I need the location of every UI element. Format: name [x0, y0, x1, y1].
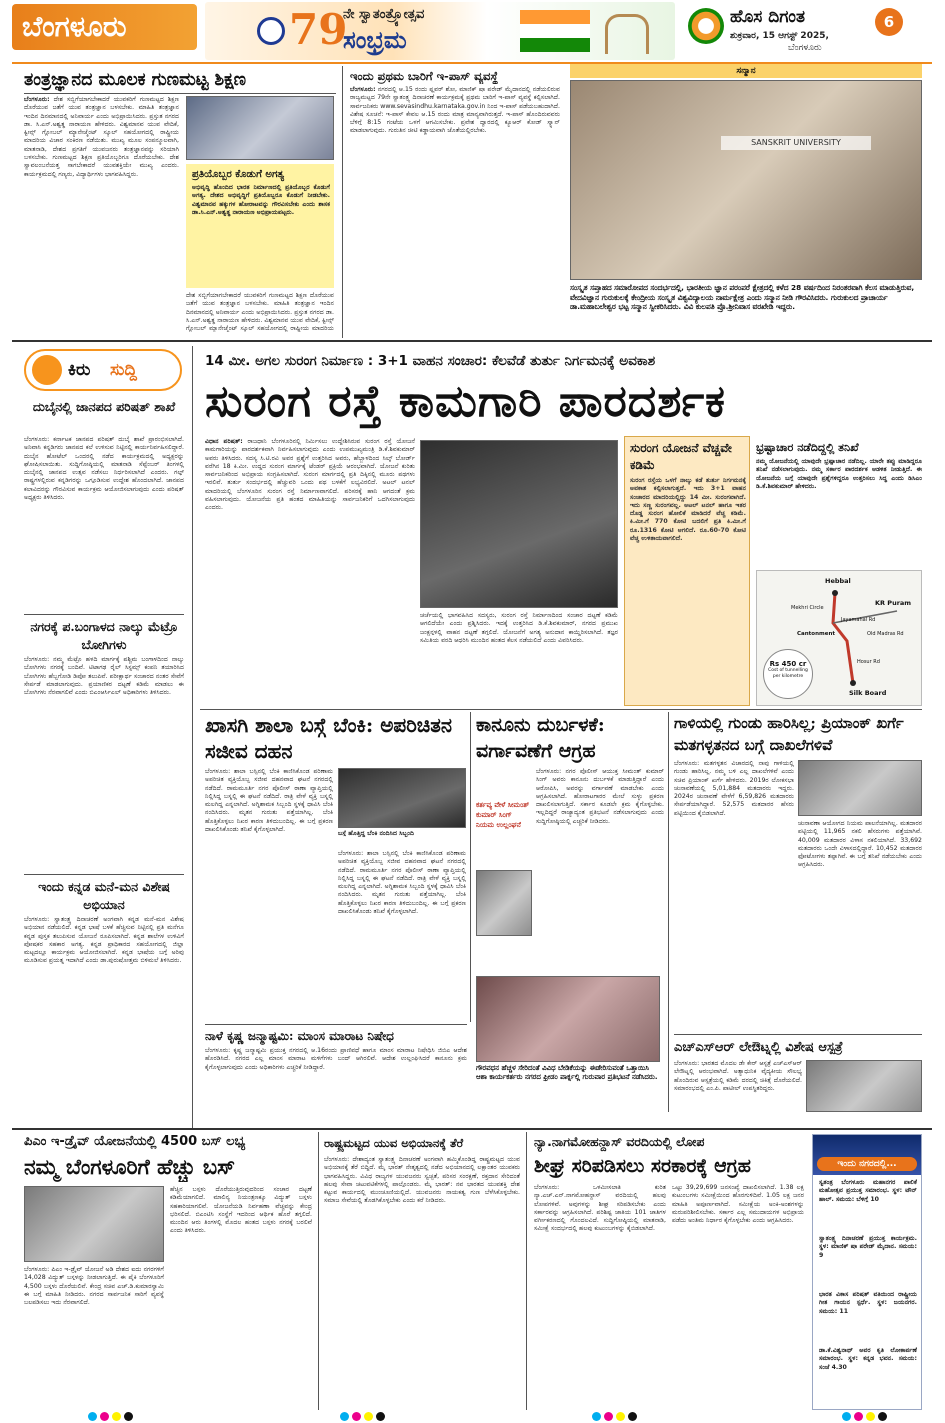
today-label: ಇಂದು ನಗರದಲ್ಲಿ...: [817, 1157, 917, 1171]
report-body-b: ಒಟ್ಟು 39,29,699 ಜನಸಂಖ್ಯೆ ದಾಖಲಿಸಲಾಗಿದೆ. 1.38 ಲಕ್ಷ ಕುಟುಂಬಗಳು ಸಮೀಕ್ಷೆಯಿಂದ ಹೊರಗುಳಿದಿವೆ. 1.05 ಲಕ್ಷ ಜನರ ಮಾಹಿತಿ ಅಪೂರ್ಣವಾಗಿದೆ. ಸಮೀಕ್ಷೆಯ ಅಂಕಿ-ಅಂಶಗಳನ್ನು ಮರುಪರಿಶೀಲಿಸಬೇಕು. ಸರ್ಕಾರ ಎಲ್ಲ ಸಮುದಾಯಗಳ ಅಭಿಪ್ರಾಯ ಪಡೆದು ಅಂತಿಮ ನಿರ್ಧಾರ ಕೈಗೊಳ್ಳಬೇಕು ಎಂದು ಆಗ್ರಹಿಸಿದರು.: [672, 1184, 804, 1225]
today-item-3: ಭಾರತ ವಿಕಾಸ ಪರಿಷತ್ ವತಿಯಿಂದ ರಾಷ್ಟ್ರೀಯ ಗೀತ ಗಾಯನ ಸ್ಪರ್ಧೆ. ಸ್ಥಳ: ಜಯನಗರ. ಸಮಯ: 11: [819, 1291, 917, 1315]
registration-dot: [124, 1412, 133, 1421]
map-kr-puram: KR Puram: [875, 599, 912, 607]
dateline: ಶುಕ್ರವಾರ, 15 ಆಗಸ್ಟ್ 2025,: [730, 31, 829, 41]
schoolbus-body: ಬೆಂಗಳೂರು: ಶಾಲಾ ಬಸ್ಸಿನಲ್ಲಿ ಬೆಂಕಿ ಕಾಣಿಸಿಕೊಂಡ ಪರಿಣಾಮ ಅಪರಿಚಿತ ವ್ಯಕ್ತಿಯೊಬ್ಬ ಸಜೀವ ದಹನವಾದ ಘಟನೆ ನಗರದಲ್ಲಿ ನಡೆದಿದೆ. ರಾಮಮೂರ್ತಿ ನಗರ ಪೊಲೀಸ್ ಠಾಣಾ ವ್ಯಾಪ್ತಿಯಲ್ಲಿ ನಿಲ್ಲಿಸಿದ್ದ ಬಸ್ನಲ್ಲಿ ಈ ಘಟನೆ ನಡೆದಿದೆ. ರಾತ್ರಿ ವೇಳೆ ವ್ಯಕ್ತಿ ಬಸ್ನಲ್ಲಿ ಮಲಗಿದ್ದ ಎನ್ನಲಾಗಿದೆ. ಅಗ್ನಿಶಾಮಕ ಸಿಬ್ಬಂದಿ ಸ್ಥಳಕ್ಕೆ ಧಾವಿಸಿ ಬೆಂಕಿ ನಂದಿಸಿದರು. ಮೃತನ ಗುರುತು ಪತ್ತೆಯಾಗಿಲ್ಲ. ಬೆಂಕಿ ಹೊತ್ತಿಕೊಳ್ಳಲು ನಿಖರ ಕಾರಣ ತಿಳಿದುಬಂದಿಲ್ಲ. ಈ ಬಗ್ಗೆ ಪ್ರಕರಣ ದಾಖಲಿಸಿಕೊಂಡು ತನಿಖೆ ಕೈಗೊಳ್ಳಲಾಗಿದೆ.: [205, 768, 333, 834]
registration-dot: [616, 1412, 625, 1421]
vote-body-a: ಬೆಂಗಳೂರು: ಮತಗಳ್ಳತನ ವಿಚಾರದಲ್ಲಿ ನಾವು ಗಾಳಿಯಲ್ಲಿ ಗುಂಡು ಹಾರಿಸಿಲ್ಲ. ನಮ್ಮ ಬಳಿ ಎಲ್ಲ ದಾಖಲೆಗಳಿವೆ ಎಂದು ಸಚಿವ ಪ್ರಿಯಾಂಕ್ ಖರ್ಗೆ ಹೇಳಿದರು. 2019ರ ಲೋಕಸಭಾ ಚುನಾವಣೆಯಲ್ಲಿ 5,01,884 ಮತದಾರರು ಇದ್ದರು. 2024ರ ಚುನಾವಣೆ ವೇಳೆಗೆ 6,59,826 ಮತದಾರರು ಸೇರ್ಪಡೆಯಾಗಿದ್ದಾರೆ. 52,575 ಮತದಾರರ ಹೆಸರು ಪಟ್ಟಿಯಿಂದ ಕೈಬಿಡಲಾಗಿದೆ.: [674, 760, 794, 817]
today-item-2: ಸ್ವಾತಂತ್ರ್ಯ ದಿನಾಚರಣೆ ಪ್ರಯುಕ್ತ ಕಾರ್ಯಕ್ರಮ. ಸ್ಥಳ: ಮಾಣಿಕ್ ಷಾ ಪರೇಡ್ ಮೈದಾನ. ಸಮಯ: 9: [819, 1235, 917, 1259]
divider: [12, 1128, 932, 1130]
youth-body: ಬೆಂಗಳೂರು: ದೇಶಾದ್ಯಂತ ಸ್ವಾತಂತ್ರ್ಯ ದಿನಾಚರಣೆ ಅಂಗವಾಗಿ ಹಮ್ಮಿಕೊಂಡಿದ್ದ ರಾಷ್ಟ್ರಮಟ್ಟದ ಯುವ ಅಭಿಯಾನಕ್ಕೆ ತೆರೆ ಬಿದ್ದಿದೆ. ಮೈ ಭಾರತ್ ನೇತೃತ್ವದಲ್ಲಿ ನಡೆದ ಅಭಿಯಾನದಲ್ಲಿ ಲಕ್ಷಾಂತರ ಯುವಕರು ಭಾಗವಹಿಸಿದ್ದರು. ವಿವಿಧ ರಾಜ್ಯಗಳ ಯುವಜನರು ಸ್ವಚ್ಛತೆ, ಪರಿಸರ ಸಂರಕ್ಷಣೆ, ರಕ್ತದಾನ ಸೇರಿದಂತೆ ಹಲವು ಸೇವಾ ಚಟುವಟಿಕೆಗಳಲ್ಲಿ ಪಾಲ್ಗೊಂಡರು. ಮೈ ಭಾರತ್: ನವ ಭಾರತದ ಯುವಶಕ್ತಿ ದೇಶ ಕಟ್ಟುವ ಕಾರ್ಯದಲ್ಲಿ ಮುಂಚೂಣಿಯಲ್ಲಿದೆ. ಯುವಜನರು ನಾಯಕತ್ವ ಗುಣ ಬೆಳೆಸಿಕೊಳ್ಳಬೇಕು. ಸಮಾಜ ಸೇವೆಯಲ್ಲಿ ತೊಡಗಿಕೊಳ್ಳಬೇಕು ಎಂದು ಕರೆ ನೀಡಿದರು.: [324, 1156, 520, 1205]
vote-body-b: ಚುನಾವಣಾ ಆಯೋಗದ ನಿಯಮ ಪಾಲನೆಯಾಗಿಲ್ಲ. ಮತದಾರರ ಪಟ್ಟಿಯಲ್ಲಿ 11,965 ನಕಲಿ ಹೆಸರುಗಳು ಪತ್ತೆಯಾಗಿವೆ. 40,009 ಮತದಾರರ ವಿಳಾಸ ನಕಲಿಯಾಗಿದೆ. 33,692 ಮತದಾರರು ಒಂದೇ ವಿಳಾಸದಲ್ಲಿದ್ದಾರೆ. 10,452 ಮತದಾರರ ಫೋಟೋಗಳು ತಪ್ಪಾಗಿವೆ. ಈ ಬಗ್ಗೆ ತನಿಖೆ ನಡೆಯಬೇಕು ಎಂದು ಆಗ್ರಹಿಸಿದರು.: [798, 820, 922, 869]
registration-dot: [376, 1412, 385, 1421]
story1-tail: [186, 292, 334, 332]
story1-dateline: ಬೆಂಗಳೂರು:: [24, 96, 50, 103]
brief2-body: ಬೆಂಗಳೂರು: ನಮ್ಮ ಮೆಟ್ರೊ ಹಳದಿ ಮಾರ್ಗಕ್ಕೆ ಪಶ್ಚಿಮ ಬಂಗಾಳದಿಂದ ನಾಲ್ಕು ಬೋಗಿಗಳು ನಗರಕ್ಕೆ ಬಂದಿವೆ. ಟಿಟಾಗಢ ರೈಲ್ ಸಿಸ್ಟಮ್ಸ್ ಕಂಪನಿ ತಯಾರಿಸಿದ ಬೋಗಿಗಳು ಹೆಬ್ಬಗೋಡಿ ಡಿಪೋ ತಲುಪಿವೆ. ಪರೀಕ್ಷಾರ್ಥ ಸಂಚಾರದ ನಂತರ ಸೇವೆಗೆ ಸೇರ್ಪಡೆ ಮಾಡಲಾಗುವುದು. ಪ್ರಯಾಣಿಕರ ದಟ್ಟಣೆ ಕಡಿಮೆ ಮಾಡಲು ಈ ಬೋಗಿಗಳು ನೆರವಾಗಲಿವೆ ಎಂದು ಬಿಎಂಆರ್ಸಿಎಲ್ ಅಧಿಕಾರಿಗಳು ತಿಳಿಸಿದರು.: [24, 656, 184, 697]
registration-dot: [854, 1412, 863, 1421]
registration-dot: [340, 1412, 349, 1421]
megaphone-icon: [32, 355, 62, 385]
place-name: ಬೆಂಗಳೂರು: [788, 43, 822, 53]
registration-dot: [878, 1412, 887, 1421]
protest-photo: [476, 976, 660, 1062]
bus-body-a: ಬೆಂಗಳೂರು: ಪಿಎಂ ಇ-ಡ್ರೈವ್ ಯೋಜನೆ ಅಡಿ ದೇಶದ ಐದು ನಗರಗಳಿಗೆ 14,028 ವಿದ್ಯುತ್ ಬಸ್ಗಳನ್ನು ನೀಡಲಾಗುತ್ತಿದೆ. ಈ ಪೈಕಿ ಬೆಂಗಳೂರಿಗೆ 4,500 ಬಸ್ಗಳು ದೊರೆಯಲಿವೆ. ಕೇಂದ್ರ ಸಚಿವ ಎಚ್.ಡಿ.ಕುಮಾರಸ್ವಾಮಿ ಈ ಬಗ್ಗೆ ಮಾಹಿತಿ ನೀಡಿದರು. ನಗರದ ಸಾರ್ವಜನಿಕ ಸಾರಿಗೆ ವ್ಯವಸ್ಥೆ ಬಲಪಡಿಸಲು ಇದು ನೆರವಾಗಲಿದೆ.: [24, 1266, 164, 1307]
divider: [674, 1034, 922, 1035]
anniversary-subtitle: ನೇ ಸ್ವಾತಂತ್ರ್ಯೋತ್ಸವ: [343, 7, 425, 22]
brief2-title: ನಗರಕ್ಕೆ ಪ.ಬಂಗಾಳದ ನಾಲ್ಕು ಮೆಟ್ರೊ ಬೋಗಿಗಳು: [30, 619, 178, 652]
cost-small: Cost of tunnelling per kilometre: [768, 668, 808, 679]
tunnel-route-map: [756, 570, 922, 706]
story2-text: ನಗರದಲ್ಲಿ ಆ.15 ರಂದು ಫ್ಲವರ್ ಶೋ, ಮಾಣಿಕ್ ಷಾ ಪರೇಡ್ ಮೈದಾನದಲ್ಲಿ ನಡೆಯಲಿರುವ ರಾಜ್ಯಮಟ್ಟದ 79ನೇ ಸ್ವಾತಂತ್ರ್ಯ ದಿನಾಚರಣೆ ಕಾರ್ಯಕ್ರಮಕ್ಕೆ ಪ್ರಥಮ ಬಾರಿಗೆ ಇ-ಪಾಸ್ ವ್ಯವಸ್ಥೆ ಕಲ್ಪಿಸಲಾಗಿದೆ. ಸಾರ್ವಜನಿಕರು www.sevasindhu.karnataka.gov.in ನಿಂದ ಇ-ಪಾಸ್ ಪಡೆಯಬಹುದಾಗಿದೆ. ವಿಶೇಷ ಸೂಚನೆ: ಇ-ಪಾಸ್ ಕೇವಲ ಆ.15 ರಂದು ಮಾತ್ರ ಮಾನ್ಯವಾಗಿರುತ್ತದೆ. ಇ-ಪಾಸ್ ಹೊಂದಿರುವವರು ಬೆಳಿಗ್ಗೆ 8:15 ಗಂಟೆಯ ಒಳಗೆ ಆಗಮಿಸಬೇಕು. ಪ್ರವೇಶ ದ್ವಾರದಲ್ಲಿ ಕ್ಯೂಆರ್ ಕೋಡ್ ಸ್ಕ್ಯಾನ್ ಮಾಡಲಾಗುವುದು. ಗುರುತಿನ ಚೀಟಿ ಕಡ್ಡಾಯವಾಗಿ ಜೊತೆಯಲ್ಲಿರಬೇಕು.: [350, 86, 560, 135]
anniversary-number: 79: [289, 5, 348, 54]
chakra-icon: [257, 17, 285, 45]
felicitation-caption: ಸಂಸ್ಕೃತ ಸಪ್ತಾಹದ ಸಮಾರೋಪದ ಸಂದರ್ಭದಲ್ಲಿ, ಭಾರತೀಯ ಜ್ಞಾನ ಪರಂಪರೆ ಕ್ಷೇತ್ರದಲ್ಲಿ ಕಳೆದ 28 ವರ್ಷದಿಂದ ನಿರಂತರವಾಗಿ ಕೆಲಸ ಮಾಡುತ್ತಿರುವ, ವೇದವಿಜ್ಞಾನ ಗುರುಕುಲಕ್ಕೆ ಕೇಂದ್ರೀಯ ಸಂಸ್ಕೃತ ವಿಶ್ವವಿದ್ಯಾಲಯ ನಾರ್ಮಕ್ಷೇತ್ರ ಎಂದು ಸನ್ಮಾನ ನೀಡಿ ಗೌರವಿಸಿದರು. ಗುರುಕುಲದ ಪ್ರಾಚಾರ್ಯ ಡಾ.ಮಹಾಬಲೇಶ್ವರ ಭಟ್ಟ ಸನ್ಮಾನ ಸ್ವೀಕರಿಸಿದರು. ವಿವಿ ಕುಲಪತಿ ಪ್ರೊ.ಶ್ರೀನಿವಾಸ ವರಖೇಡಿ ಇದ್ದರು.: [570, 283, 915, 312]
story2-body: [350, 86, 560, 334]
map-silk-board: Silk Board: [849, 689, 887, 697]
divider: [192, 346, 193, 1128]
story2-dateline: ಬೆಂಗಳೂರು:: [350, 86, 376, 93]
bus-body-b: ಹೆಚ್ಚಿನ ಬಸ್ಗಳು ದೊರೆಯುತ್ತಿರುವುದರಿಂದ ಸಂಚಾರ ದಟ್ಟಣೆ ಕಡಿಮೆಯಾಗಲಿದೆ. ಮಾಲಿನ್ಯ ನಿಯಂತ್ರಣಕ್ಕೂ ವಿದ್ಯುತ್ ಬಸ್ಗಳು ಸಹಕಾರಿಯಾಗಲಿವೆ. ಯೋಜನೆಯಡಿ ನಿರ್ವಹಣಾ ವೆಚ್ಚವನ್ನು ಕೇಂದ್ರ ಭರಿಸಲಿದೆ. ಬಿಎಂಟಿಸಿ ಸಂಸ್ಥೆಗೆ ಇದರಿಂದ ಆರ್ಥಿಕ ಹೊರೆ ತಗ್ಗಲಿದೆ. ಮುಂದಿನ ಆರು ತಿಂಗಳಲ್ಲಿ ಮೊದಲ ಹಂತದ ಬಸ್ಗಳು ನಗರಕ್ಕೆ ಬರಲಿವೆ ಎಂದು ತಿಳಿಸಿದರು.: [170, 1186, 312, 1235]
lead-kicker: 14 ಮೀ. ಅಗಲ ಸುರಂಗ ನಿರ್ಮಾಣ : 3+1 ವಾಹನ ಸಂಚಾರ: ಕೆಲವೆಡೆ ತುರ್ತು ನಿರ್ಗಮನಕ್ಕೆ ಅವಕಾಶ: [205, 353, 656, 369]
map-label-2: Jayamahal Rd: [841, 617, 876, 623]
story1-text: ದೇಶ ಸಬ್ಬಿಗೆಯಾಗಬೇಕಾದರೆ ಯುವಕರಿಗೆ ಗುಣಮಟ್ಟದ ಶಿಕ್ಷಣ ದೊರೆಯುವ ಜತೆಗೆ ಯುವ ತಂತ್ರಜ್ಞಾನ ಬಳಸಬೇಕು. ಮಾಹಿತಿ ತಂತ್ರಜ್ಞಾನ ಇಂದಿನ ದಿನಮಾನದಲ್ಲಿ ಅನಿವಾರ್ಯ ಎಂದು ಅಭಿಪ್ರಾಯಿಸಿದರು. ಪ್ರಸ್ತುತ ನಗರದ ಡಾ. ಸಿ.ಎನ್.ಅಶ್ವತ್ಥ ನಾರಾಯಣ ಹೇಳಿದರು. ವಿಶ್ವಮಾನವ ಯುವ ವೇದಿಕೆ, ಕ್ವೀನ್ಸ್ ಗ್ಲೋಬಲ್ ಮ್ಯಾನೇಜ್ಮೆಂಟ್ ಸ್ಕೂಲ್ ಸಹಯೋಗದಲ್ಲಿ ರಾಷ್ಟ್ರೀಯ ಮಾದರಿಯ ವಿಚಾರ ಸಂಕಿರಣ ನಡೆಯಿತು. ಮುಖ್ಯ ಮೂಲ ಸಂಪನ್ಮೂಲವಾಗಿ, ಮಾತನಾಡಿ, ದೇಶದ ಪ್ರಗತಿಗೆ ಯುವಜನರು ತಂತ್ರಜ್ಞಾನವನ್ನು ಸರಿಯಾಗಿ ಬಳಸಬೇಕು. ಗುಣಮಟ್ಟದ ಶಿಕ್ಷಣ ಪ್ರತಿಯೊಬ್ಬರಿಗೂ ದೊರೆಯಬೇಕು. ದೇಶ ಸ್ವಾವಲಂಬನೆಯತ್ತ ಸಾಗಬೇಕಾದರೆ ಯುವಶಕ್ತಿಯೇ ಮುಖ್ಯ ಎಂದರು. ಕಾರ್ಯಕ್ರಮದಲ್ಲಿ ಗಣ್ಯರು, ವಿದ್ಯಾರ್ಥಿಗಳು ಭಾಗವಹಿಸಿದ್ದರು.: [24, 96, 179, 178]
hospital-photo: [806, 1060, 922, 1112]
bus-fire-photo: [338, 768, 466, 828]
registration-dot: [352, 1412, 361, 1421]
registration-dot: [592, 1412, 601, 1421]
brief1-body: ಬೆಂಗಳೂರು: ಕರ್ನಾಟಕ ಜಾನಪದ ಪರಿಷತ್ ದುಬೈ ಶಾಖೆ ಪ್ರಾರಂಭಿಸಲಾಗಿದೆ. ಅನಿವಾಸಿ ಕನ್ನಡಿಗರು ಜಾನಪದ ಕಲೆ ಉಳಿಸುವ ನಿಟ್ಟಿನಲ್ಲಿ ಕಾರ್ಯನಿರ್ವಹಿಸಲಿದ್ದಾರೆ. ದುಬೈನ ಹೋಟೆಲ್ ಒಂದರಲ್ಲಿ ನಡೆದ ಕಾರ್ಯಕ್ರಮದಲ್ಲಿ ಅಧ್ಯಕ್ಷರನ್ನು ಘೋಷಿಸಲಾಯಿತು. ಸುದ್ದಿಗೋಷ್ಠಿಯಲ್ಲಿ ಮಾತನಾಡಿ ಸೆಪ್ಟೆಂಬರ್ ತಿಂಗಳಲ್ಲಿ ದುಬೈನಲ್ಲಿ ಜಾನಪದ ಉತ್ಸವ ನಡೆಸಲು ನಿರ್ಧರಿಸಲಾಗಿದೆ ಎಂದರು. ಗಲ್ಫ್ ರಾಷ್ಟ್ರಗಳಲ್ಲಿರುವ ಕನ್ನಡಿಗರನ್ನು ಒಗ್ಗೂಡಿಸುವ ಉದ್ದೇಶ ಹೊಂದಲಾಗಿದೆ. ಜಾನಪದ ಕಲಾವಿದರನ್ನು ಗೌರವಿಸುವ ಕಾರ್ಯಕ್ರಮ ಆಯೋಜಿಸಲಾಗುವುದು ಎಂದು ಪರಿಷತ್ ಅಧ್ಯಕ್ಷರು ತಿಳಿಸಿದರು.: [24, 436, 184, 502]
divider: [200, 709, 922, 710]
lead-headline: ಸುರಂಗ ರಸ್ತೆ ಕಾಮಗಾರಿ ಪಾರದರ್ಶಕ: [205, 376, 726, 427]
map-label-4: Old Madras Rd: [867, 631, 904, 637]
protest-caption: ಗೌರವಧನ ಹೆಚ್ಚಳ ಸೇರಿದಂತೆ ವಿವಿಧ ಬೇಡಿಕೆಯನ್ನು ಈಡೇರಿಸುವಂತೆ ಒತ್ತಾಯಿಸಿ ಆಶಾ ಕಾರ್ಯಕರ್ತರು ನಗರದ ಫ್ರೀಡಂ ಪಾರ್ಕ್ನಲ್ಲಿ ಗುರುವಾರ ಪ್ರತಿಭಟನೆ ನಡೆಸಿದರು.: [476, 1064, 658, 1082]
flag-icon: [520, 10, 590, 52]
meat-title: ನಾಳೆ ಕೃಷ್ಣ ಜನ್ಮಾಷ್ಟಮಿ: ಮಾಂಸ ಮಾರಾಟ ನಿಷೇಧ: [205, 1029, 394, 1043]
seminar-photo: [186, 96, 334, 160]
meat-body: ಬೆಂಗಳೂರು: ಕೃಷ್ಣ ಜನ್ಮಾಷ್ಟಮಿ ಪ್ರಯುಕ್ತ ನಗರದಲ್ಲಿ ಆ.16ರಂದು ಪ್ರಾಣಿವಧೆ ಹಾಗೂ ಮಾಂಸ ಮಾರಾಟ ನಿಷೇಧಿಸಿ ಜಿಬಿಎ ಆದೇಶ ಹೊರಡಿಸಿದೆ. ನಗರದ ಎಲ್ಲ ಮಾಂಸ ಮಾರಾಟ ಮಳಿಗೆಗಳು ಬಂದ್ ಆಗಿರಲಿವೆ. ಆದೇಶ ಉಲ್ಲಂಘಿಸಿದರೆ ಕಾನೂನು ಕ್ರಮ ಕೈಗೊಳ್ಳಲಾಗುವುದು ಎಂದು ಅಧಿಕಾರಿಗಳು ಎಚ್ಚರಿಕೆ ನೀಡಿದ್ದಾರೆ.: [205, 1047, 467, 1071]
hospital-body: ಬೆಂಗಳೂರು: ಭಾರತದ ಮೊದಲ ಡೇ ಕೇರ್ ಆಸ್ಪತ್ರೆ ಎಚ್ಎಸ್ಆರ್ ಲೇಔಟ್ನಲ್ಲಿ ಆರಂಭವಾಗಿದೆ. ಅತ್ಯಾಧುನಿಕ ವೈದ್ಯಕೀಯ ಸೌಲಭ್ಯ ಹೊಂದಿರುವ ಆಸ್ಪತ್ರೆಯಲ್ಲಿ ಕಡಿಮೆ ದರದಲ್ಲಿ ಚಿಕಿತ್ಸೆ ದೊರೆಯಲಿದೆ. ಸಮಾರಂಭದಲ್ಲಿ ಎಂ.ಪಿ. ಪಾಟೀಲ್ ಉಪಸ್ಥಿತರಿದ್ದರು.: [674, 1060, 802, 1092]
divider: [318, 1132, 319, 1410]
kirusuddi-label-b: ಸುದ್ದಿ: [110, 360, 137, 380]
today-item-1: ಸ್ವತಂತ್ರ ಬೆಂಗಳೂರು ಮಹಾನಗರ ಪಾಲಿಕೆ ಮಹೋತ್ಸವ ಪ್ರಯುಕ್ತ ಸಮಾರಂಭ. ಸ್ಥಳ: ಟೌನ್ ಹಾಲ್. ಸಮಯ: ಬೆಳಿಗ್ಗೆ 10: [819, 1179, 917, 1203]
law-body: ಬೆಂಗಳೂರು: ನಗರ ಪೊಲೀಸ್ ಆಯುಕ್ತ ಸೀಮಂತ್ ಕುಮಾರ್ ಸಿಂಗ್ ಅವರು ಕಾನೂನು ದುರ್ಬಳಕೆ ಮಾಡುತ್ತಿದ್ದಾರೆ ಎಂದು ಆರೋಪಿಸಿ, ಅವರನ್ನು ವರ್ಗಾವಣೆ ಮಾಡಬೇಕು ಎಂದು ಆಗ್ರಹಿಸಲಾಗಿದೆ. ಹೋರಾಟಗಾರರ ಮೇಲೆ ಸುಳ್ಳು ಪ್ರಕರಣ ದಾಖಲಿಸಲಾಗುತ್ತಿದೆ. ಸರ್ಕಾರ ಕೂಡಲೇ ಕ್ರಮ ಕೈಗೊಳ್ಳಬೇಕು. ಇಲ್ಲದಿದ್ದರೆ ರಾಜ್ಯಾದ್ಯಂತ ಪ್ರತಿಭಟನೆ ನಡೆಸಲಾಗುವುದು ಎಂದು ಸುದ್ದಿಗೋಷ್ಠಿಯಲ್ಲಿ ಎಚ್ಚರಿಕೆ ನೀಡಿದರು.: [536, 768, 664, 825]
city-name: ಬೆಂಗಳೂರು: [22, 10, 127, 43]
divider: [668, 712, 669, 1112]
divider: [12, 340, 932, 342]
corruption-title: ಭ್ರಷ್ಟಾಚಾರ ನಡೆದಿದ್ದಲ್ಲಿ ತನಿಖೆ: [756, 441, 859, 454]
divider: [24, 874, 184, 875]
lead-dateline: ವಿಧಾನ ಪರಿಷತ್:: [205, 438, 243, 445]
schoolbus-title: ಖಾಸಗಿ ಶಾಲಾ ಬಸ್ಗೆ ಬೆಂಕಿ: ಅಪರಿಚಿತನ ಸಜೀವ ದಹನ: [205, 713, 452, 763]
registration-dot: [628, 1412, 637, 1421]
map-hebbal: Hebbal: [825, 577, 851, 585]
paper-emblem-icon: [688, 8, 724, 44]
tunnel-cost-sidebar: [624, 436, 750, 706]
divider: [526, 1132, 527, 1410]
brief1-title: ದುಬೈನಲ್ಲಿ ಜಾನಪದ ಪರಿಷತ್ ಶಾಖೆ: [32, 399, 176, 414]
brief3-body: ಬೆಂಗಳೂರು: ಸ್ವಾತಂತ್ರ್ಯ ದಿನಾಚರಣೆ ಅಂಗವಾಗಿ ಕನ್ನಡ ಮನೆ-ಮನ ವಿಶೇಷ ಅಭಿಯಾನ ನಡೆಯಲಿದೆ. ಕನ್ನಡ ಭಾಷೆ ಬಳಕೆ ಹೆಚ್ಚಿಸುವ ನಿಟ್ಟಿನಲ್ಲಿ ಪ್ರತಿ ಮನೆಗೂ ಕನ್ನಡ ಪುಸ್ತಕ ತಲುಪಿಸುವ ಯೋಜನೆ ರೂಪಿಸಲಾಗಿದೆ. ಕನ್ನಡ ಶಾಲೆಗಳ ಉಳಿವಿಗೆ ಪೋಷಕರ ಸಹಕಾರ ಅಗತ್ಯ. ಕನ್ನಡ ಪ್ರಾಧಿಕಾರದ ಸಹಯೋಗದಲ್ಲಿ ಜಿಲ್ಲಾ ಮಟ್ಟದಲ್ಲೂ ಕಾರ್ಯಕ್ರಮ ಆಯೋಜಿಸಲಾಗಿದೆ. ಕನ್ನಡ ಭಾಷೆಯ ಬಗ್ಗೆ ಅರಿವು ಮೂಡಿಸುವ ಪ್ರಯತ್ನ ಇದಾಗಿದೆ ಎಂದು ಡಾ.ಪುರುಷೋತ್ತಮ ಬಿಳಿಮಲೆ ತಿಳಿಸಿದರು.: [24, 916, 184, 965]
lead-text-a: ರಾಜಧಾನಿ ಬೆಂಗಳೂರಿನಲ್ಲಿ ನಿರ್ಮಿಸಲು ಉದ್ದೇಶಿಸಿರುವ ಸುರಂಗ ರಸ್ತೆ ಯೋಜನೆ ಕಾಮಗಾರಿಯನ್ನು ಪಾರದರ್ಶಕವಾಗಿ ನಿರ್ವಹಿಸಲಾಗುವುದು ಎಂದು ಉಪಮುಖ್ಯಮಂತ್ರಿ ಡಿ.ಕೆ.ಶಿವಕುಮಾರ್ ಅವರು ತಿಳಿಸಿದರು. ಸದಸ್ಯ ಸಿ.ಟಿ.ರವಿ ಅವರ ಪ್ರಶ್ನೆಗೆ ಉತ್ತರಿಸಿದ ಅವರು, ಹೆಬ್ಬಾಳದಿಂದ ಸಿಲ್ಕ್ ಬೋರ್ಡ್ ವರೆಗಿನ 18 ಕಿ.ಮೀ. ಉದ್ದದ ಸುರಂಗ ಮಾರ್ಗಕ್ಕೆ ಟೆಂಡರ್ ಪ್ರಕ್ರಿಯೆ ಆರಂಭವಾಗಿದೆ. ಯೋಜನೆ ಕುರಿತು ಸಾರ್ವಜನಿಕರಿಂದ ಅಭಿಪ್ರಾಯ ಸಂಗ್ರಹಿಸಲಾಗಿದೆ. ಸುರಂಗ ಮಾರ್ಗದಲ್ಲಿ ಪ್ರತಿ ದಿಕ್ಕಿನಲ್ಲಿ ಮೂರು ಪಥಗಳು ಇರಲಿವೆ. ತುರ್ತು ಸಂದರ್ಭದಲ್ಲಿ ಹೆಚ್ಚುವರಿ ಒಂದು ಪಥ ಬಳಕೆಗೆ ಲಭ್ಯವಿರಲಿದೆ. ಅಟಲ್ ಟನಲ್ ಮಾದರಿಯಲ್ಲಿ ಬೆಂಗಳೂರಿನ ಸುರಂಗ ರಸ್ತೆ ನಿರ್ಮಾಣವಾಗಲಿದೆ. ಪರಿಸರಕ್ಕೆ ಹಾನಿ ಆಗದಂತೆ ಕ್ರಮ ವಹಿಸಲಾಗುವುದು. ಯೋಜನೆಯ ಪ್ರತಿ ಹಂತದ ಮಾಹಿತಿಯನ್ನು ಸಾರ್ವಜನಿಕರಿಗೆ ಒದಗಿಸಲಾಗುವುದು ಎಂದರು.: [205, 438, 415, 512]
report-body-a: ಬೆಂಗಳೂರು: ಒಳಮೀಸಲಾತಿ ಕುರಿತ ನ್ಯಾ.ಎಚ್.ಎನ್.ನಾಗಮೋಹನ್ದಾಸ್ ವರದಿಯಲ್ಲಿ ಹಲವು ಲೋಪಗಳಿವೆ. ಅವುಗಳನ್ನು ಶೀಘ್ರ ಸರಿಪಡಿಸಬೇಕು ಎಂದು ಸರ್ಕಾರವನ್ನು ಆಗ್ರಹಿಸಲಾಗಿದೆ. ಪರಿಶಿಷ್ಟ ಜಾತಿಯ 101 ಜಾತಿಗಳ ವರ್ಗೀಕರಣದಲ್ಲಿ ಗೊಂದಲವಿದೆ. ಸುದ್ದಿಗೋಷ್ಠಿಯಲ್ಲಿ ಮಾತನಾಡಿ, ಸಮೀಕ್ಷೆ ಸಂದರ್ಭದಲ್ಲಿ ಹಲವು ಕುಟುಂಬಗಳನ್ನು ಕೈಬಿಡಲಾಗಿದೆ.: [534, 1184, 666, 1233]
paper-name: ಹೊಸ ದಿಗಂತ: [730, 7, 805, 27]
schoolbus-body-cont: ಬೆಂಗಳೂರು: ಶಾಲಾ ಬಸ್ಸಿನಲ್ಲಿ ಬೆಂಕಿ ಕಾಣಿಸಿಕೊಂಡ ಪರಿಣಾಮ ಅಪರಿಚಿತ ವ್ಯಕ್ತಿಯೊಬ್ಬ ಸಜೀವ ದಹನವಾದ ಘಟನೆ ನಗರದಲ್ಲಿ ನಡೆದಿದೆ. ರಾಮಮೂರ್ತಿ ನಗರ ಪೊಲೀಸ್ ಠಾಣಾ ವ್ಯಾಪ್ತಿಯಲ್ಲಿ ನಿಲ್ಲಿಸಿದ್ದ ಬಸ್ನಲ್ಲಿ ಈ ಘಟನೆ ನಡೆದಿದೆ. ರಾತ್ರಿ ವೇಳೆ ವ್ಯಕ್ತಿ ಬಸ್ನಲ್ಲಿ ಮಲಗಿದ್ದ ಎನ್ನಲಾಗಿದೆ. ಅಗ್ನಿಶಾಮಕ ಸಿಬ್ಬಂದಿ ಸ್ಥಳಕ್ಕೆ ಧಾವಿಸಿ ಬೆಂಕಿ ನಂದಿಸಿದರು. ಮೃತನ ಗುರುತು ಪತ್ತೆಯಾಗಿಲ್ಲ. ಬೆಂಕಿ ಹೊತ್ತಿಕೊಳ್ಳಲು ನಿಖರ ಕಾರಣ ತಿಳಿದುಬಂದಿಲ್ಲ. ಈ ಬಗ್ಗೆ ಪ್ರಕರಣ ದಾಖಲಿಸಿಕೊಂಡು ತನಿಖೆ ಕೈಗೊಳ್ಳಲಾಗಿದೆ.: [338, 850, 466, 916]
registration-dot: [100, 1412, 109, 1421]
registration-dot: [364, 1412, 373, 1421]
kirusuddi-label-a: ಕಿರು: [68, 360, 91, 380]
hospital-title: ಎಚ್ಎಸ್ಆರ್ ಲೇಔಟ್ನಲ್ಲಿ ವಿಶೇಷ ಆಸ್ಪತ್ರೆ: [674, 1040, 843, 1055]
divider: [470, 712, 471, 1022]
cost-bubble: [763, 649, 813, 699]
divider: [342, 66, 343, 338]
bus-title: ನಮ್ಮ ಬೆಂಗಳೂರಿಗೆ ಹೆಚ್ಚು ಬಸ್: [24, 1155, 236, 1179]
callout-title: ಪ್ರತಿಯೊಬ್ಬರ ಕೊಡುಗೆ ಅಗತ್ಯ: [192, 169, 285, 180]
masthead: [0, 0, 945, 62]
bus-kicker: ಪಿಎಂ ಇ-ಡ್ರೈವ್ ಯೋಜನೆಯಲ್ಲಿ 4500 ಬಸ್ ಲಭ್ಯ: [24, 1134, 246, 1149]
story2-title: ಇಂದು ಪ್ರಥಮ ಬಾರಿಗೆ ಇ-ಪಾಸ್ ವ್ಯವಸ್ಥೆ: [350, 69, 499, 83]
story1-title: ತಂತ್ರಜ್ಞಾನದ ಮೂಲಕ ಗುಣಮಟ್ಟ ಶಿಕ್ಷಣ: [24, 70, 246, 90]
corruption-box: [756, 440, 922, 566]
photo-tag: ಸನ್ಮಾನ: [570, 64, 922, 78]
registration-dot: [88, 1412, 97, 1421]
divider: [205, 1024, 467, 1025]
law-title: ಕಾನೂನು ದುರ್ಬಳಕೆ: ವರ್ಗಾವಣೆಗೆ ಆಗ್ರಹ: [476, 714, 605, 762]
youth-title: ರಾಷ್ಟ್ರಮಟ್ಟದ ಯುವ ಅಭಿಯಾನಕ್ಕೆ ತೆರೆ: [324, 1136, 464, 1150]
story1-body: [24, 96, 179, 332]
page-number: 6: [875, 8, 903, 36]
cost-big: Rs 450 cr: [769, 660, 807, 668]
bus-launch-photo: [24, 1186, 164, 1262]
report-title: ಶೀಘ್ರ ಸರಿಪಡಿಸಲು ಸರಕಾರಕ್ಕೆ ಆಗ್ರಹ: [534, 1155, 751, 1177]
registration-dot: [112, 1412, 121, 1421]
lead-body-b: ಚರ್ಚೆಯಲ್ಲಿ ಭಾಗವಹಿಸಿದ ಸದಸ್ಯರು, ಸುರಂಗ ರಸ್ತೆ ನಿರ್ಮಾಣದಿಂದ ಸಂಚಾರ ದಟ್ಟಣೆ ಕಡಿಮೆ ಆಗಲಿದೆಯೇ ಎಂದು ಪ್ರಶ್ನಿಸಿದರು. ಇದಕ್ಕೆ ಉತ್ತರಿಸಿದ ಡಿ.ಕೆ.ಶಿವಕುಮಾರ್, ನಗರದ ಪ್ರಮುಖ ಜಂಕ್ಷನ್ಗಳಲ್ಲಿ ವಾಹನ ದಟ್ಟಣೆ ತಗ್ಗಲಿದೆ. ಯೋಜನೆಗೆ ಅಗತ್ಯ ಅನುದಾನ ಕಾಯ್ದಿರಿಸಲಾಗಿದೆ. ತಜ್ಞರ ಸಮಿತಿಯ ವರದಿ ಆಧರಿಸಿ ಮುಂದಿನ ಹಂತದ ಕೆಲಸ ನಡೆಯಲಿದೆ ಎಂದು ವಿವರಿಸಿದರು.: [420, 612, 618, 644]
map-label-1: Mekhri Circle: [791, 605, 824, 611]
story1-tail-text: ದೇಶ ಸಬ್ಬಿಗೆಯಾಗಬೇಕಾದರೆ ಯುವಕರಿಗೆ ಗುಣಮಟ್ಟದ ಶಿಕ್ಷಣ ದೊರೆಯುವ ಜತೆಗೆ ಯುವ ತಂತ್ರಜ್ಞಾನ ಬಳಸಬೇಕು. ಮಾಹಿತಿ ತಂತ್ರಜ್ಞಾನ ಇಂದಿನ ದಿನಮಾನದಲ್ಲಿ ಅನಿವಾರ್ಯ ಎಂದು ಅಭಿಪ್ರಾಯಿಸಿದರು. ಪ್ರಸ್ತುತ ನಗರದ ಡಾ. ಸಿ.ಎನ್.ಅಶ್ವತ್ಥ ನಾರಾಯಣ ಹೇಳಿದರು. ವಿಶ್ವಮಾನವ ಯುವ ವೇದಿಕೆ, ಕ್ವೀನ್ಸ್ ಗ್ಲೋಬಲ್ ಮ್ಯಾನೇಜ್ಮೆಂಟ್ ಸ್ಕೂಲ್ ಸಹಯೋಗದಲ್ಲಿ ರಾಷ್ಟ್ರೀಯ ಮಾದರಿಯ: [186, 292, 334, 332]
assembly-photo: [420, 440, 618, 608]
lead-body-a: [205, 438, 415, 704]
india-gate-icon: [605, 14, 649, 54]
divider: [24, 93, 336, 94]
felicitation-photo: [570, 80, 922, 280]
brief3-title: ಇಂದು ಕನ್ನಡ ಮನೆ-ಮನ ವಿಶೇಷ ಅಭಿಯಾನ: [38, 879, 170, 912]
report-kicker: ನ್ಯಾ.ನಾಗಮೋಹನ್ದಾಸ್ ವರದಿಯಲ್ಲಿ ಲೋಪ: [534, 1134, 705, 1149]
registration-dot: [604, 1412, 613, 1421]
bus-fire-caption: ಬಸ್ಗೆ ಹೊತ್ತಿದ್ದ ಬೆಂಕಿ ನಂದಿಸಿದ ಸಿಬ್ಬಂದಿ: [338, 830, 415, 837]
map-label-3: Cantonment: [797, 631, 835, 637]
law-portrait: [476, 870, 532, 936]
university-sign: SANSKRIT UNIVERSITY: [721, 136, 871, 150]
today-panel: [812, 1134, 922, 1410]
map-label-5: Hosur Rd: [857, 659, 880, 665]
celebration-banner: [205, 2, 675, 60]
callout-body: ಅಭಿವೃದ್ಧಿ ಹೊಂದಿದ ಭಾರತ ನಿರ್ಮಾಣದಲ್ಲಿ ಪ್ರತಿಯೊಬ್ಬರ ಕೊಡುಗೆ ಅಗತ್ಯ. ದೇಶದ ಅಭಿವೃದ್ಧಿಗೆ ಪ್ರತಿಯೊಬ್ಬರೂ ಕೊಡುಗೆ ನೀಡಬೇಕು. ವಿಶ್ವಮಾನವ ಹಕ್ಕುಗಳ ಹೋರಾಟವನ್ನು ಗೌರವಿಸಬೇಕು ಎಂದು ಶಾಸಕ ಡಾ.ಸಿ.ಎನ್.ಅಶ್ವತ್ಥ ನಾರಾಯಣ ಅಭಿಪ್ರಾಯಪಟ್ಟರು.: [192, 184, 330, 216]
sidebar-title: ಸುರಂಗ ಯೋಜನೆ ವೆಚ್ಚವೇ ಕಡಿಮೆ: [630, 441, 732, 472]
divider: [24, 614, 184, 615]
law-highlight: ಕರ್ತವ್ಯ ವೇಳೆ ಸೀಮಂತ್ ಕುಮಾರ್ ಸಿಂಗ್ ನಿಯಮ ಉಲ್ಲಂಘನೆ: [476, 801, 530, 829]
corruption-body: ನಮ್ಮ ಯೋಜನೆಯಲ್ಲಿ ಯಾವುದೇ ಭ್ರಷ್ಟಾಚಾರ ನಡೆದಿಲ್ಲ. ಯಾರೇ ತಪ್ಪು ಮಾಡಿದ್ದರೂ ತನಿಖೆ ನಡೆಸಲಾಗುವುದು. ನಮ್ಮ ಸರ್ಕಾರ ಪಾರದರ್ಶಕ ಆಡಳಿತ ನೀಡುತ್ತಿದೆ. ಈ ಯೋಜನೆಯ ಬಗ್ಗೆ ಯಾವುದೇ ಪ್ರಶ್ನೆಗಳಿದ್ದರೂ ಉತ್ತರಿಸಲು ಸಿದ್ಧ ಎಂದು ಡಿಸಿಎಂ ಡಿ.ಕೆ.ಶಿವಕುಮಾರ್ ಹೇಳಿದರು.: [756, 458, 922, 490]
registration-dot: [866, 1412, 875, 1421]
callout-box: [186, 164, 334, 288]
priyank-portrait: [798, 760, 922, 816]
anniversary-word: ಸಂಭ್ರಮ: [343, 26, 407, 54]
kirusuddi-badge: [24, 349, 182, 391]
sidebar-body: ಸುರಂಗ ರಸ್ತೆಯ ಒಳಗೆ ನಾಲ್ಕು ಕಡೆ ತುರ್ತು ನಿರ್ಗಮನಕ್ಕೆ ಅವಕಾಶ ಕಲ್ಪಿಸಲಾಗುತ್ತದೆ. ಇದು 3+1 ವಾಹನ ಸಂಚಾರದ ಮಾದರಿಯಲ್ಲಿದ್ದು 14 ಮೀ. ಸುರಂಗವಾಗಿದೆ. ಇದು ಸಣ್ಣ ಸುರಂಗವಲ್ಲ. ಅಟಲ್ ಟನಲ್ ಹಾಗೂ ಇತರ ದೊಡ್ಡ ಸುರಂಗ ಹೋಲಿಕೆ ಮಾಡಿದರೆ ವೆಚ್ಚ ಕಡಿಮೆ. ಕಿ.ಮೀ.ಗೆ 770 ಕೋಟಿ ಬದಲಿಗೆ ಪ್ರತಿ ಕಿ.ಮೀ.ಗೆ ರೂ.1316 ಕೋಟಿ ಆಗಲಿದೆ. ರೂ.60-70 ಕೋಟಿ ವೆಚ್ಚ ಉಳಿತಾಯವಾಗಲಿದೆ.: [630, 477, 746, 543]
vote-title: ಗಾಳಿಯಲ್ಲಿ ಗುಂಡು ಹಾರಿಸಿಲ್ಲ; ಪ್ರಿಯಾಂಕ್ ಖರ್ಗೆ ಮತಗಳ್ಳತನದ ಬಗ್ಗೆ ದಾಖಲೆಗಳಿವೆ: [674, 714, 904, 754]
today-item-4: ಡಾ.ಕೆ.ವಿಶ್ವನಾಥ್ ಅವರ ಕೃತಿ ಲೋಕಾರ್ಪಣೆ ಸಮಾರಂಭ. ಸ್ಥಳ: ಕನ್ನಡ ಭವನ. ಸಮಯ: ಸಂಜೆ 4.30: [819, 1347, 917, 1371]
registration-dot: [842, 1412, 851, 1421]
